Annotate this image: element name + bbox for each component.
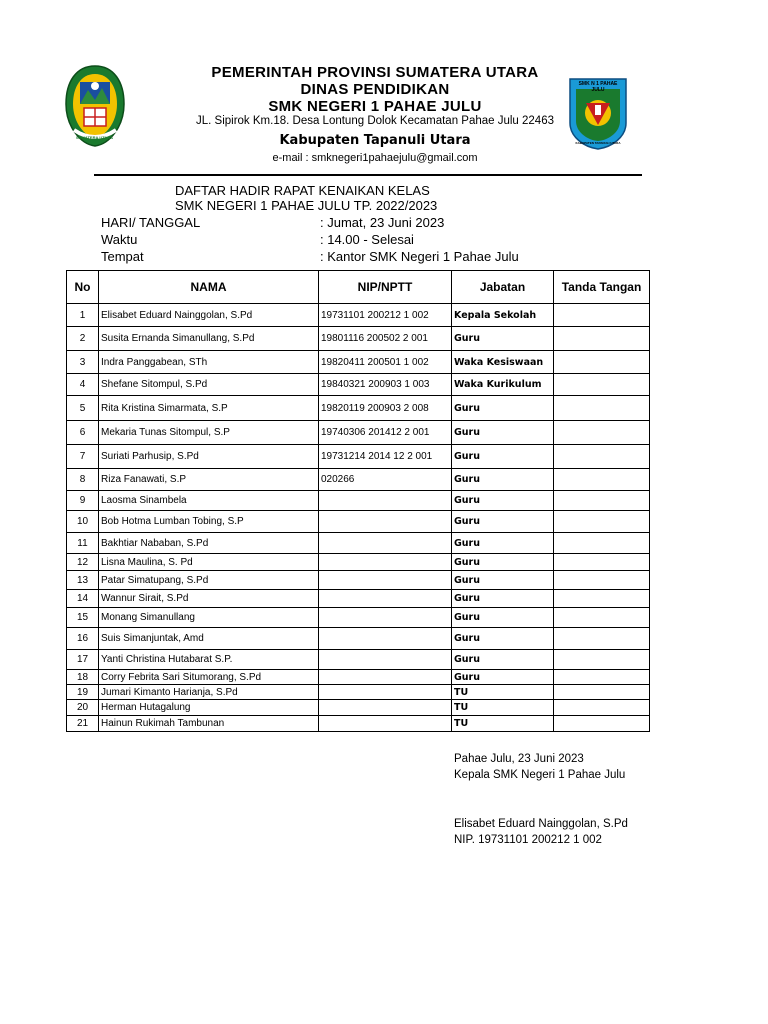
row-nama: Shefane Sitompul, S.Pd: [99, 374, 319, 396]
header-nama: NAMA: [99, 271, 319, 304]
row-nip: [319, 628, 452, 650]
table-row: [67, 628, 650, 650]
table-row: [67, 650, 650, 670]
row-nip: [319, 511, 452, 533]
row-nama: Rita Kristina Simarmata, S.P: [99, 396, 319, 421]
letterhead-address: JL. Sipirok Km.18. Desa Lontung Dolok Kecamatan Pahae Julu 22463: [196, 115, 554, 127]
row-no: 9: [67, 491, 99, 511]
row-tanda-tangan: [554, 628, 650, 650]
row-jabatan: Guru: [452, 491, 554, 511]
row-tanda-tangan: [554, 685, 650, 700]
document-subtitle: SMK NEGERI 1 PAHAE JULU TP. 2022/2023: [175, 198, 438, 213]
row-nip: [319, 571, 452, 590]
row-nama: Suis Simanjuntak, Amd: [99, 628, 319, 650]
row-no: 18: [67, 670, 99, 685]
table-row: [67, 304, 650, 327]
row-nama: Patar Simatupang, S.Pd: [99, 571, 319, 590]
row-tanda-tangan: [554, 700, 650, 716]
row-tanda-tangan: [554, 421, 650, 445]
signature-nip: NIP. 19731101 200212 1 002: [454, 834, 602, 846]
row-jabatan: Guru: [452, 590, 554, 608]
table-row: [67, 445, 650, 469]
row-jabatan: Guru: [452, 511, 554, 533]
row-nip: [319, 608, 452, 628]
table-row: [67, 700, 650, 716]
info-day-label: HARI/ TANGGAL: [101, 215, 201, 230]
row-nama: Hainun Rukimah Tambunan: [99, 716, 319, 732]
row-jabatan: Guru: [452, 571, 554, 590]
info-place-value: : Kantor SMK Negeri 1 Pahae Julu: [320, 249, 519, 264]
row-no: 8: [67, 469, 99, 491]
row-nip: 19731214 2014 12 2 001: [319, 445, 452, 469]
table-row: [67, 533, 650, 554]
row-jabatan: Guru: [452, 670, 554, 685]
row-jabatan: Guru: [452, 327, 554, 351]
row-nip: [319, 491, 452, 511]
row-nip: [319, 650, 452, 670]
row-no: 7: [67, 445, 99, 469]
row-tanda-tangan: [554, 533, 650, 554]
table-row: [67, 571, 650, 590]
letterhead-school: SMK NEGERI 1 PAHAE JULU: [268, 98, 482, 115]
row-nama: Jumari Kimanto Harianja, S.Pd: [99, 685, 319, 700]
row-jabatan: Guru: [452, 533, 554, 554]
header-nip: NIP/NPTT: [319, 271, 452, 304]
header-tanda-tangan: Tanda Tangan: [554, 271, 650, 304]
row-nip: 19740306 201412 2 001: [319, 421, 452, 445]
row-tanda-tangan: [554, 374, 650, 396]
row-no: 6: [67, 421, 99, 445]
row-nama: Elisabet Eduard Nainggolan, S.Pd: [99, 304, 319, 327]
row-tanda-tangan: [554, 469, 650, 491]
table-row: [67, 716, 650, 732]
row-no: 10: [67, 511, 99, 533]
letterhead-regency: Kabupaten Tapanuli Utara: [279, 133, 471, 148]
row-nama: Lisna Maulina, S. Pd: [99, 554, 319, 571]
row-nip: 19801116 200502 2 001: [319, 327, 452, 351]
school-logo-bottom-text: KABUPATEN TAPANULI UTARA: [575, 141, 621, 145]
row-tanda-tangan: [554, 327, 650, 351]
row-jabatan: Guru: [452, 554, 554, 571]
letterhead-divider: [94, 174, 642, 176]
row-no: 21: [67, 716, 99, 732]
table-row: [67, 554, 650, 571]
row-jabatan: TU: [452, 685, 554, 700]
row-jabatan: Guru: [452, 396, 554, 421]
table-row: [67, 396, 650, 421]
row-no: 15: [67, 608, 99, 628]
row-nip: 19731101 200212 1 002: [319, 304, 452, 327]
row-nama: Mekaria Tunas Sitompul, S.P: [99, 421, 319, 445]
row-nama: Suriati Parhusip, S.Pd: [99, 445, 319, 469]
row-nip: [319, 533, 452, 554]
row-no: 4: [67, 374, 99, 396]
row-no: 11: [67, 533, 99, 554]
row-nip: [319, 716, 452, 732]
attendance-table-body: [67, 304, 650, 732]
row-jabatan: Guru: [452, 421, 554, 445]
province-emblem-logo: [62, 64, 128, 148]
row-nip: [319, 700, 452, 716]
table-row: [67, 374, 650, 396]
table-row: [67, 491, 650, 511]
table-row: [67, 421, 650, 445]
row-nama: Monang Simanullang: [99, 608, 319, 628]
row-tanda-tangan: [554, 491, 650, 511]
row-nama: Bob Hotma Lumban Tobing, S.P: [99, 511, 319, 533]
row-tanda-tangan: [554, 554, 650, 571]
row-jabatan: TU: [452, 716, 554, 732]
info-time-label: Waktu: [101, 232, 138, 247]
row-tanda-tangan: [554, 304, 650, 327]
row-tanda-tangan: [554, 511, 650, 533]
row-nama: Laosma Sinambela: [99, 491, 319, 511]
row-no: 3: [67, 351, 99, 374]
row-jabatan: Guru: [452, 445, 554, 469]
table-row: [67, 511, 650, 533]
row-nama: Herman Hutagalung: [99, 700, 319, 716]
attendance-table: [66, 270, 650, 732]
row-jabatan: Guru: [452, 628, 554, 650]
row-nama: Susita Ernanda Simanullang, S.Pd: [99, 327, 319, 351]
row-tanda-tangan: [554, 396, 650, 421]
row-tanda-tangan: [554, 716, 650, 732]
row-nip: 19820411 200501 1 002: [319, 351, 452, 374]
row-no: 1: [67, 304, 99, 327]
row-nip: 19840321 200903 1 003: [319, 374, 452, 396]
row-nama: Bakhtiar Nababan, S.Pd: [99, 533, 319, 554]
row-jabatan: Guru: [452, 469, 554, 491]
row-nama: Wannur Sirait, S.Pd: [99, 590, 319, 608]
table-row: [67, 670, 650, 685]
letterhead-department: DINAS PENDIDIKAN: [300, 81, 450, 98]
row-tanda-tangan: [554, 670, 650, 685]
table-row: [67, 590, 650, 608]
table-row: [67, 327, 650, 351]
row-nama: Indra Panggabean, STh: [99, 351, 319, 374]
signature-position: Kepala SMK Negeri 1 Pahae Julu: [454, 769, 626, 781]
row-jabatan: Waka Kurikulum: [452, 374, 554, 396]
info-day-value: : Jumat, 23 Juni 2023: [320, 215, 445, 230]
letterhead-email: e-mail : smknegeri1pahaejulu@gmail.com: [272, 152, 478, 164]
row-tanda-tangan: [554, 608, 650, 628]
province-emblem-text: SUMATERA UTARA: [76, 135, 114, 140]
table-header-row: [67, 271, 650, 304]
row-no: 2: [67, 327, 99, 351]
table-row: [67, 608, 650, 628]
signature-name: Elisabet Eduard Nainggolan, S.Pd: [454, 818, 628, 830]
header-no: No: [67, 271, 99, 304]
table-row: [67, 685, 650, 700]
table-row: [67, 351, 650, 374]
row-no: 13: [67, 571, 99, 590]
row-no: 12: [67, 554, 99, 571]
row-nip: [319, 685, 452, 700]
row-nama: Riza Fanawati, S.P: [99, 469, 319, 491]
row-nip: 020266: [319, 469, 452, 491]
row-nip: [319, 670, 452, 685]
row-no: 20: [67, 700, 99, 716]
row-nip: 19820119 200903 2 008: [319, 396, 452, 421]
row-nama: Yanti Christina Hutabarat S.P.: [99, 650, 319, 670]
row-tanda-tangan: [554, 571, 650, 590]
row-nip: [319, 590, 452, 608]
row-no: 14: [67, 590, 99, 608]
row-jabatan: Kepala Sekolah: [452, 304, 554, 327]
letterhead-government: PEMERINTAH PROVINSI SUMATERA UTARA: [211, 64, 539, 81]
row-jabatan: Waka Kesiswaan: [452, 351, 554, 374]
info-place-label: Tempat: [101, 249, 144, 264]
row-tanda-tangan: [554, 351, 650, 374]
row-no: 16: [67, 628, 99, 650]
row-no: 17: [67, 650, 99, 670]
row-tanda-tangan: [554, 650, 650, 670]
row-tanda-tangan: [554, 445, 650, 469]
row-nip: [319, 554, 452, 571]
row-tanda-tangan: [554, 590, 650, 608]
header-jabatan: Jabatan: [452, 271, 554, 304]
info-time-value: : 14.00 - Selesai: [320, 232, 414, 247]
table-row: [67, 469, 650, 491]
school-logo-text: SMK N 1 PAHAE JULU: [578, 81, 618, 93]
row-no: 5: [67, 396, 99, 421]
signature-place-date: Pahae Julu, 23 Juni 2023: [454, 753, 584, 765]
row-nama: Corry Febrita Sari Situmorang, S.Pd: [99, 670, 319, 685]
row-jabatan: TU: [452, 700, 554, 716]
row-jabatan: Guru: [452, 650, 554, 670]
row-jabatan: Guru: [452, 608, 554, 628]
document-title: DAFTAR HADIR RAPAT KENAIKAN KELAS: [175, 183, 430, 198]
row-no: 19: [67, 685, 99, 700]
